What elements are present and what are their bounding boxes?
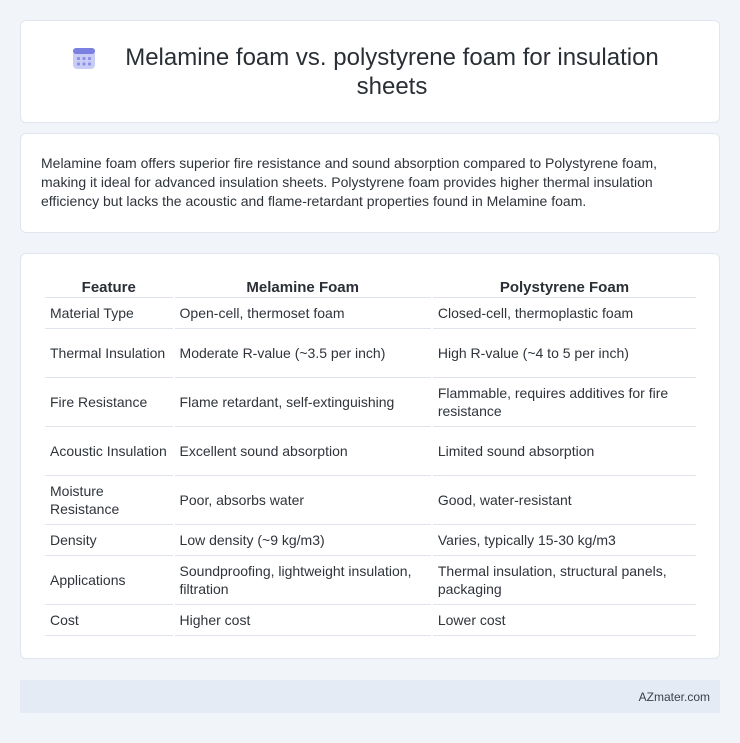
feature-cell: Density bbox=[45, 525, 173, 556]
melamine-cell: Poor, absorbs water bbox=[175, 476, 431, 525]
table-row bbox=[45, 525, 696, 556]
table-row bbox=[45, 556, 696, 605]
title-card bbox=[20, 20, 720, 123]
polystyrene-cell: High R-value (~4 to 5 per inch) bbox=[433, 329, 696, 378]
melamine-cell: Higher cost bbox=[175, 605, 431, 636]
comparison-table bbox=[43, 276, 698, 636]
polystyrene-cell: Good, water-resistant bbox=[433, 476, 696, 525]
table-row bbox=[45, 378, 696, 427]
feature-cell: Cost bbox=[45, 605, 173, 636]
polystyrene-cell: Varies, typically 15-30 kg/m3 bbox=[433, 525, 696, 556]
column-header-polystyrene: Polystyrene Foam bbox=[433, 276, 696, 298]
table-row bbox=[45, 605, 696, 636]
summary-text: Melamine foam offers superior fire resistance and sound absorption compared to Polystyrene foam, making it ideal for advanced insulation sheets. Polystyrene foam provides higher thermal insulation efficiency but lacks the acoustic and flame-retardant properties found in Melamine foam. bbox=[41, 155, 658, 209]
calendar-icon bbox=[71, 45, 97, 71]
comparison-table-card bbox=[20, 253, 720, 659]
footer-brand: AZmater.com bbox=[638, 689, 710, 704]
column-header-melamine: Melamine Foam bbox=[175, 276, 431, 298]
polystyrene-cell: Flammable, requires additives for fire resistance bbox=[433, 378, 696, 427]
feature-cell: Moisture Resistance bbox=[45, 476, 173, 525]
melamine-cell: Soundproofing, lightweight insulation, filtration bbox=[175, 556, 431, 605]
feature-cell: Material Type bbox=[45, 298, 173, 329]
feature-cell: Acoustic Insulation bbox=[45, 427, 173, 476]
polystyrene-cell: Thermal insulation, structural panels, packaging bbox=[433, 556, 696, 605]
title-wrap bbox=[71, 43, 669, 101]
table-row bbox=[45, 298, 696, 329]
melamine-cell: Open-cell, thermoset foam bbox=[175, 298, 431, 329]
footer-bar bbox=[20, 680, 720, 713]
melamine-cell: Flame retardant, self-extinguishing bbox=[175, 378, 431, 427]
feature-cell: Thermal Insulation bbox=[45, 329, 173, 378]
feature-cell: Applications bbox=[45, 556, 173, 605]
summary-card bbox=[20, 133, 720, 233]
melamine-cell: Low density (~9 kg/m3) bbox=[175, 525, 431, 556]
melamine-cell: Excellent sound absorption bbox=[175, 427, 431, 476]
table-row bbox=[45, 476, 696, 525]
melamine-cell: Moderate R-value (~3.5 per inch) bbox=[175, 329, 431, 378]
feature-cell: Fire Resistance bbox=[45, 378, 173, 427]
table-row bbox=[45, 329, 696, 378]
page-title: Melamine foam vs. polystyrene foam for insulation sheets bbox=[125, 43, 659, 100]
polystyrene-cell: Limited sound absorption bbox=[433, 427, 696, 476]
polystyrene-cell: Lower cost bbox=[433, 605, 696, 636]
column-header-feature: Feature bbox=[45, 276, 173, 298]
table-header-row bbox=[45, 276, 696, 298]
table-row bbox=[45, 427, 696, 476]
polystyrene-cell: Closed-cell, thermoplastic foam bbox=[433, 298, 696, 329]
